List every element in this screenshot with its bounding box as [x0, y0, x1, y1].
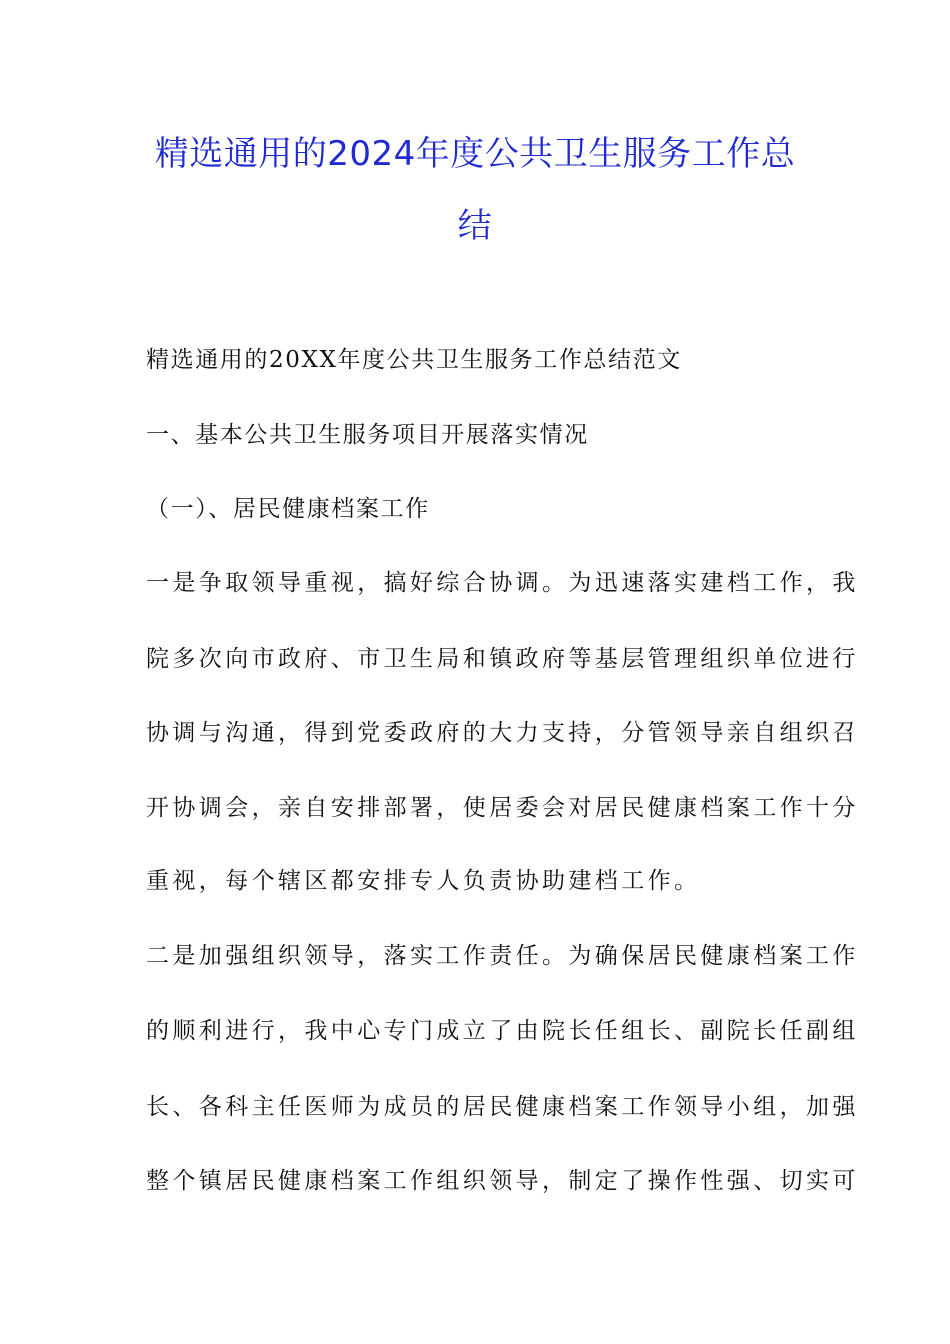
- body-text-line: 的顺利进行，我中心专门成立了由院长任组长、副院长任副组: [146, 1018, 859, 1044]
- document-subtitle: 精选通用的20XX年度公共卫生服务工作总结范文: [146, 347, 682, 373]
- body-text-line: 整个镇居民健康档案工作组织领导，制定了操作性强、切实可: [146, 1168, 859, 1194]
- body-text-line: 院多次向市政府、市卫生局和镇政府等基层管理组织单位进行: [146, 646, 859, 672]
- body-text-line: 重视，每个辖区都安排专人负责协助建档工作。: [146, 868, 701, 894]
- body-text-line: 二是加强组织领导，落实工作责任。为确保居民健康档案工作: [146, 943, 859, 969]
- subsection-heading: （一）、居民健康档案工作: [146, 496, 430, 522]
- body-text-line: 一是争取领导重视，搞好综合协调。为迅速落实建档工作，我: [146, 570, 859, 596]
- body-text-line: 开协调会，亲自安排部署，使居委会对居民健康档案工作十分: [146, 795, 859, 821]
- body-text-line: 长、各科主任医师为成员的居民健康档案工作领导小组，加强: [146, 1094, 859, 1120]
- document-title-line-1: 精选通用的2024年度公共卫生服务工作总: [154, 134, 796, 174]
- section-heading: 一、基本公共卫生服务项目开展落实情况: [146, 422, 589, 448]
- body-text-line: 协调与沟通，得到党委政府的大力支持，分管领导亲自组织召: [146, 720, 859, 746]
- document-title-line-2: 结: [457, 206, 493, 246]
